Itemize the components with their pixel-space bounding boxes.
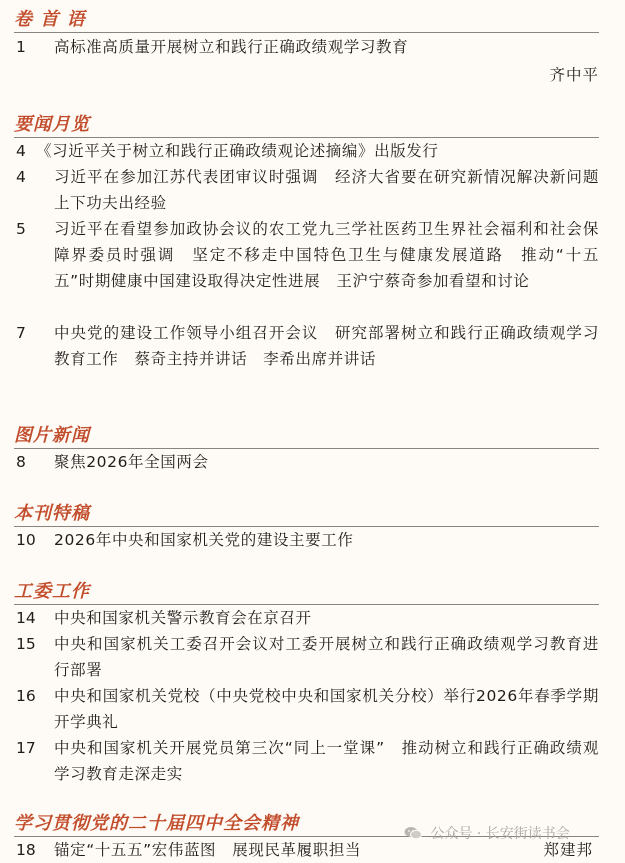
entry-page-number: 14: [16, 609, 36, 627]
entry-page-number: 16: [16, 687, 36, 705]
entry-page-number: 5: [16, 220, 26, 238]
toc-entry[interactable]: [14, 216, 599, 294]
toc-entry[interactable]: [14, 605, 599, 631]
toc-entry[interactable]: [14, 735, 599, 787]
entry-title: 聚焦2026年全国两会: [54, 453, 209, 471]
entry-page-number: 15: [16, 635, 36, 653]
toc-entry[interactable]: [14, 683, 599, 735]
entry-page-number: 4: [16, 142, 26, 160]
toc-entry[interactable]: [14, 631, 599, 683]
toc-entry[interactable]: [14, 527, 599, 553]
wechat-icon: [404, 826, 422, 840]
entry-title: 中央和国家机关党校（中央党校中央和国家机关分校）举行2026年春季学期开学典礼: [54, 687, 599, 731]
toc-entry[interactable]: [14, 34, 599, 88]
section-title: 工委工作: [14, 581, 599, 605]
entry-page-number: 8: [16, 453, 26, 471]
entry-title: 2026年中央和国家机关党的建设主要工作: [54, 531, 354, 549]
section-title: 学习贯彻党的二十届四中全会精神: [14, 813, 599, 837]
entry-title: 《习近平关于树立和践行正确政绩观论述摘编》出版发行: [36, 142, 439, 160]
section-title: 本刊特稿: [14, 503, 599, 527]
toc-entry[interactable]: [14, 164, 599, 216]
entry-title: 中央党的建设工作领导小组召开会议 研究部署树立和践行正确政绩观学习教育工作 蔡奇主持并讲话 李希出席并讲话: [54, 324, 599, 368]
entry-page-number: 4: [16, 168, 26, 186]
entry-title: 中央和国家机关警示教育会在京召开: [54, 609, 312, 627]
section-title: 要闻月览: [14, 114, 599, 138]
toc-entry[interactable]: [14, 138, 599, 164]
entry-title: 中央和国家机关开展党员第三次“同上一堂课” 推动树立和践行正确政绩观学习教育走深走实: [54, 739, 599, 783]
entry-title: 中央和国家机关工委召开会议对工委开展树立和践行正确政绩观学习教育进行部署: [54, 635, 599, 679]
entry-page-number: 17: [16, 739, 36, 757]
entry-page-number: 1: [16, 38, 26, 56]
entry-page-number: 18: [16, 841, 36, 859]
entry-author: 郑建邦: [543, 841, 593, 859]
entry-title: 锚定“十五五”宏伟蓝图 展现民革履职担当: [54, 841, 362, 859]
entry-title: 高标准高质量开展树立和践行正确政绩观学习教育: [54, 38, 409, 56]
entry-author: 齐中平: [549, 66, 599, 84]
toc-entry[interactable]: [14, 320, 599, 372]
toc-entry[interactable]: [14, 449, 599, 475]
entry-title: 习近平在看望参加政协会议的农工党九三学社医药卫生界社会福利和社会保障界委员时强调 坚定不移走中国特色卫生与健康发展道路 推动“十五五”时期健康中国建设取得决定性进展 王沪宁蔡奇参加看望和讨论: [54, 220, 599, 290]
entry-page-number: 7: [16, 324, 26, 342]
entry-title: 习近平在参加江苏代表团审议时强调 经济大省要在研究新情况解决新问题上下功夫出经验: [54, 168, 599, 212]
wechat-watermark: [404, 823, 570, 843]
watermark-text: 公众号 · 长安街读书会: [430, 826, 570, 842]
entry-page-number: 10: [16, 531, 36, 549]
section-title: 图片新闻: [14, 425, 599, 449]
section-title: 卷 首 语: [14, 9, 599, 33]
